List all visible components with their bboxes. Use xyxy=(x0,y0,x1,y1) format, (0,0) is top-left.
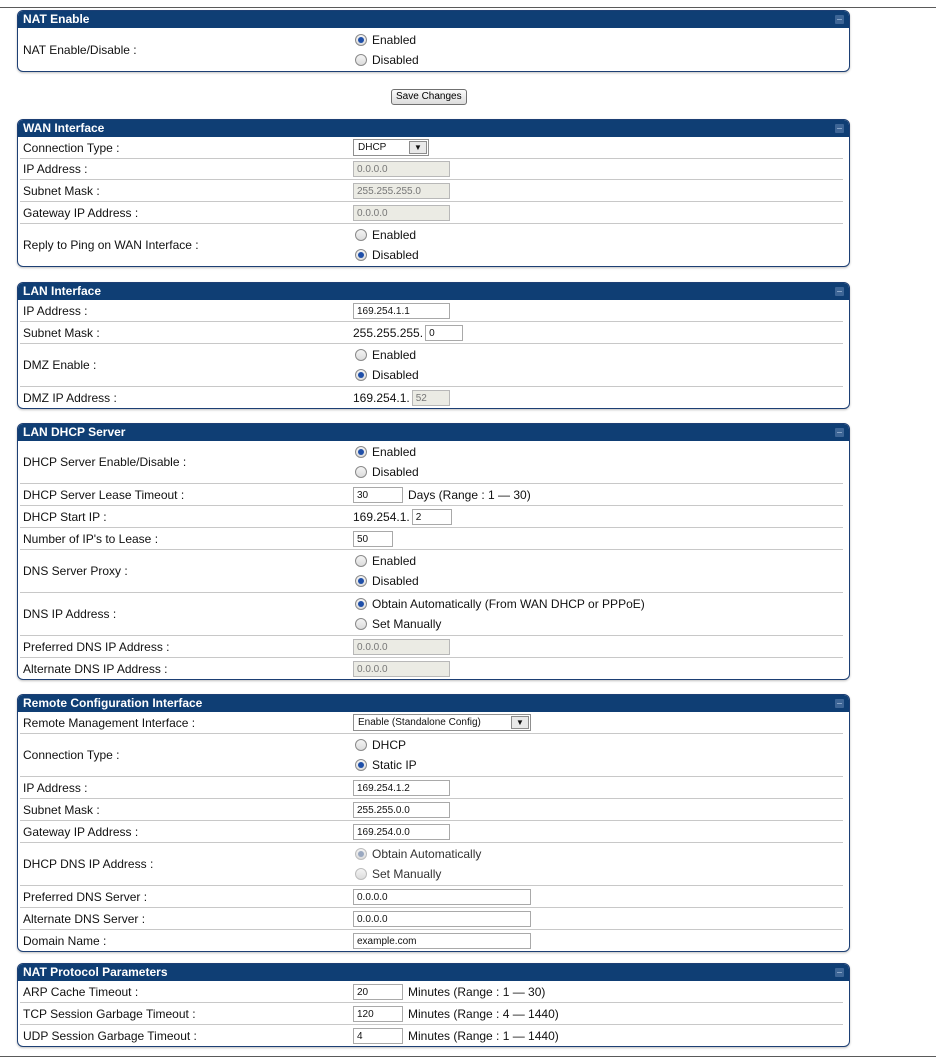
wan-interface-panel xyxy=(17,119,850,267)
ping-enabled-option[interactable] xyxy=(355,225,419,245)
nat-enable-header xyxy=(18,11,849,28)
wan-connection-type-row xyxy=(20,137,843,159)
dhcp-dns-manual-option[interactable] xyxy=(355,864,481,884)
radio-selected-icon[interactable] xyxy=(355,446,367,458)
dhcp-dns-label: DHCP DNS IP Address : xyxy=(23,857,154,871)
mask-prefix: 255.255.255. xyxy=(353,325,424,340)
lan-ip-row xyxy=(20,300,843,322)
subnet-mask-label: Subnet Mask : xyxy=(23,325,100,340)
subnet-mask-label: Subnet Mask : xyxy=(23,183,100,198)
lease-timeout-label: DHCP Server Lease Timeout : xyxy=(23,487,185,502)
ip-address-label: IP Address : xyxy=(23,162,88,176)
arp-timeout-input[interactable]: 20 xyxy=(353,984,403,1000)
radio-selected-icon[interactable] xyxy=(355,848,367,860)
radio-selected-icon[interactable] xyxy=(355,369,367,381)
radio-icon[interactable] xyxy=(355,349,367,361)
radio-label: Enabled xyxy=(372,33,417,47)
lease-timeout-row xyxy=(20,484,843,506)
reply-to-ping-label: Reply to Ping on WAN Interface : xyxy=(23,238,199,252)
radio-label: DHCP xyxy=(372,738,407,752)
wan-ip-row xyxy=(20,159,843,180)
wan-mask-row xyxy=(20,180,843,202)
nat-enable-panel xyxy=(17,10,850,72)
nat-enabled-option[interactable] xyxy=(355,30,419,50)
connection-type-label: Connection Type : xyxy=(23,140,120,155)
panel-title: NAT Protocol Parameters xyxy=(23,965,168,979)
panel-title: LAN DHCP Server xyxy=(23,425,126,439)
remote-gateway-row xyxy=(20,821,843,843)
radio-selected-icon[interactable] xyxy=(355,34,367,46)
dhcp-start-input[interactable]: 2 xyxy=(412,509,452,525)
remote-mask-input[interactable]: 255.255.0.0 xyxy=(353,802,450,818)
dhcp-enable-row xyxy=(20,441,843,484)
tcp-timeout-label: TCP Session Garbage Timeout : xyxy=(23,1006,196,1021)
radio-icon[interactable] xyxy=(355,739,367,751)
udp-timeout-row xyxy=(20,1025,843,1046)
preferred-dns-label: Preferred DNS IP Address : xyxy=(23,639,170,654)
domain-name-label: Domain Name : xyxy=(23,933,107,948)
remote-alt-dns-row xyxy=(20,908,843,930)
dhcp-start-row xyxy=(20,506,843,528)
tcp-timeout-row xyxy=(20,1003,843,1025)
tcp-range-text: Minutes (Range : 4 — 1440) xyxy=(408,1006,559,1021)
radio-label: Set Manually xyxy=(372,867,442,881)
collapse-icon[interactable] xyxy=(835,15,844,24)
arp-timeout-label: ARP Cache Timeout : xyxy=(23,984,139,999)
wan-header xyxy=(18,120,849,137)
connection-type-select[interactable] xyxy=(353,139,429,156)
radio-icon[interactable] xyxy=(355,229,367,241)
radio-label: Disabled xyxy=(372,53,419,67)
domain-name-input[interactable]: example.com xyxy=(353,933,531,949)
dmz-disabled-option[interactable] xyxy=(355,365,419,385)
dns-proxy-row xyxy=(20,550,843,593)
radio-label: Static IP xyxy=(372,758,417,772)
preferred-dns-label: Preferred DNS Server : xyxy=(23,889,148,904)
radio-selected-icon[interactable] xyxy=(355,249,367,261)
radio-label: Obtain Automatically xyxy=(372,847,482,861)
dmz-enabled-option[interactable] xyxy=(355,345,419,365)
remote-static-option[interactable] xyxy=(355,755,417,775)
alternate-dns-label: Alternate DNS IP Address : xyxy=(23,661,168,676)
panel-title: LAN Interface xyxy=(23,284,102,298)
top-divider xyxy=(0,7,936,8)
ping-disabled-option[interactable] xyxy=(355,245,419,265)
radio-icon[interactable] xyxy=(355,868,367,880)
lan-header xyxy=(18,283,849,300)
alternate-dns-label: Alternate DNS Server : xyxy=(23,911,146,926)
panel-title: Remote Configuration Interface xyxy=(23,696,203,710)
remote-config-panel xyxy=(17,694,850,952)
remote-conn-row xyxy=(20,734,843,777)
remote-alternate-dns-input[interactable]: 0.0.0.0 xyxy=(353,911,531,927)
dmz-enable-label: DMZ Enable : xyxy=(23,358,97,372)
nat-enable-label: NAT Enable/Disable : xyxy=(23,42,137,57)
dmz-ip-row xyxy=(20,387,843,408)
udp-timeout-label: UDP Session Garbage Timeout : xyxy=(23,1028,197,1043)
collapse-icon[interactable] xyxy=(835,124,844,133)
dns-ip-label: DNS IP Address : xyxy=(23,607,117,621)
dmz-ip-label: DMZ IP Address : xyxy=(23,390,117,405)
radio-icon[interactable] xyxy=(355,466,367,478)
udp-range-text: Minutes (Range : 1 — 1440) xyxy=(408,1028,559,1043)
collapse-icon[interactable] xyxy=(835,428,844,437)
wan-mask-input[interactable]: 255.255.255.0 xyxy=(353,183,450,199)
radio-selected-icon[interactable] xyxy=(355,598,367,610)
remote-mgmt-select[interactable] xyxy=(353,714,531,731)
nat-protocol-panel xyxy=(17,963,850,1047)
select-value: DHCP xyxy=(358,142,387,153)
collapse-icon[interactable] xyxy=(835,699,844,708)
remote-pref-dns-row xyxy=(20,886,843,908)
radio-selected-icon[interactable] xyxy=(355,759,367,771)
radio-label: Set Manually xyxy=(372,617,442,631)
dhcp-dns-row xyxy=(20,843,843,886)
dhcp-header xyxy=(18,424,849,441)
arp-range-text: Minutes (Range : 1 — 30) xyxy=(408,984,546,999)
dns-ip-row xyxy=(20,593,843,636)
lan-dhcp-panel xyxy=(17,423,850,680)
dmz-ip-input[interactable]: 52 xyxy=(412,390,450,406)
nat-enable-row xyxy=(20,28,843,71)
radio-label: Disabled xyxy=(372,368,419,382)
radio-label: Disabled xyxy=(372,465,419,479)
radio-icon[interactable] xyxy=(355,555,367,567)
radio-label: Enabled xyxy=(372,348,417,362)
bottom-divider xyxy=(0,1056,936,1057)
save-changes-button[interactable]: Save Changes xyxy=(391,89,467,105)
dhcp-dns-auto-option[interactable] xyxy=(355,844,481,864)
collapse-icon[interactable] xyxy=(835,968,844,977)
chevron-down-icon[interactable]: ▼ xyxy=(409,141,427,154)
radio-icon[interactable] xyxy=(355,54,367,66)
ip-address-label: IP Address : xyxy=(23,303,88,318)
select-value: Enable (Standalone Config) xyxy=(358,717,481,728)
proxy-enabled-option[interactable] xyxy=(355,551,419,571)
wan-ip-input[interactable]: 0.0.0.0 xyxy=(353,161,450,177)
connection-type-label: Connection Type : xyxy=(23,748,120,762)
radio-label: Disabled xyxy=(372,574,419,588)
wan-ping-row xyxy=(20,224,843,266)
lease-count-label: Number of IP's to Lease : xyxy=(23,531,159,546)
gateway-label: Gateway IP Address : xyxy=(23,824,139,839)
wan-gateway-row xyxy=(20,202,843,224)
tcp-timeout-input[interactable]: 120 xyxy=(353,1006,403,1022)
radio-label: Enabled xyxy=(372,554,417,568)
lan-mask-row xyxy=(20,322,843,344)
panel-title: NAT Enable xyxy=(23,12,90,26)
remote-gateway-input[interactable]: 169.254.0.0 xyxy=(353,824,450,840)
dhcp-enabled-option[interactable] xyxy=(355,442,419,462)
nat-enable-radios xyxy=(355,30,419,70)
remote-mgmt-label: Remote Management Interface : xyxy=(23,715,196,730)
proxy-disabled-option[interactable] xyxy=(355,571,419,591)
subnet-mask-label: Subnet Mask : xyxy=(23,802,100,817)
lan-interface-panel xyxy=(17,282,850,409)
pref-dns-row xyxy=(20,636,843,658)
ip-address-label: IP Address : xyxy=(23,780,88,795)
remote-mask-row xyxy=(20,799,843,821)
dns-manual-option[interactable] xyxy=(355,614,645,634)
lan-ip-input[interactable]: 169.254.1.1 xyxy=(353,303,450,319)
dhcp-start-label: DHCP Start IP : xyxy=(23,509,107,524)
wan-gateway-input[interactable]: 0.0.0.0 xyxy=(353,205,450,221)
remote-preferred-dns-input[interactable]: 0.0.0.0 xyxy=(353,889,531,905)
collapse-icon[interactable] xyxy=(835,287,844,296)
dhcp-enable-label: DHCP Server Enable/Disable : xyxy=(23,455,187,469)
remote-header xyxy=(18,695,849,712)
alternate-dns-input[interactable]: 0.0.0.0 xyxy=(353,661,450,677)
preferred-dns-input[interactable]: 0.0.0.0 xyxy=(353,639,450,655)
dns-auto-option[interactable] xyxy=(355,594,645,614)
nat-disabled-option[interactable] xyxy=(355,50,419,70)
lan-mask-input[interactable]: 0 xyxy=(425,325,463,341)
remote-ip-input[interactable]: 169.254.1.2 xyxy=(353,780,450,796)
radio-label: Obtain Automatically (From WAN DHCP or PPPoE) xyxy=(372,597,645,611)
dns-proxy-label: DNS Server Proxy : xyxy=(23,564,128,578)
start-ip-prefix: 169.254.1. xyxy=(353,509,410,524)
arp-timeout-row xyxy=(20,981,843,1003)
remote-dhcp-option[interactable] xyxy=(355,735,417,755)
radio-label: Enabled xyxy=(372,228,417,242)
lease-count-input[interactable]: 50 xyxy=(353,531,393,547)
dmz-enable-row xyxy=(20,344,843,387)
gateway-label: Gateway IP Address : xyxy=(23,205,139,220)
dmz-ip-prefix: 169.254.1. xyxy=(353,390,410,405)
alt-dns-row xyxy=(20,658,843,679)
radio-icon[interactable] xyxy=(355,618,367,630)
nat-protocol-header xyxy=(18,964,849,981)
panel-title: WAN Interface xyxy=(23,121,105,135)
radio-label: Disabled xyxy=(372,248,419,262)
radio-label: Enabled xyxy=(372,445,417,459)
lease-count-row xyxy=(20,528,843,550)
udp-timeout-input[interactable]: 4 xyxy=(353,1028,403,1044)
domain-name-row xyxy=(20,930,843,951)
remote-mgmt-row xyxy=(20,712,843,734)
chevron-down-icon[interactable]: ▼ xyxy=(511,716,529,729)
remote-ip-row xyxy=(20,777,843,799)
lease-timeout-input[interactable]: 30 xyxy=(353,487,403,503)
dhcp-disabled-option[interactable] xyxy=(355,462,419,482)
radio-selected-icon[interactable] xyxy=(355,575,367,587)
lease-range-text: Days (Range : 1 — 30) xyxy=(408,487,531,502)
